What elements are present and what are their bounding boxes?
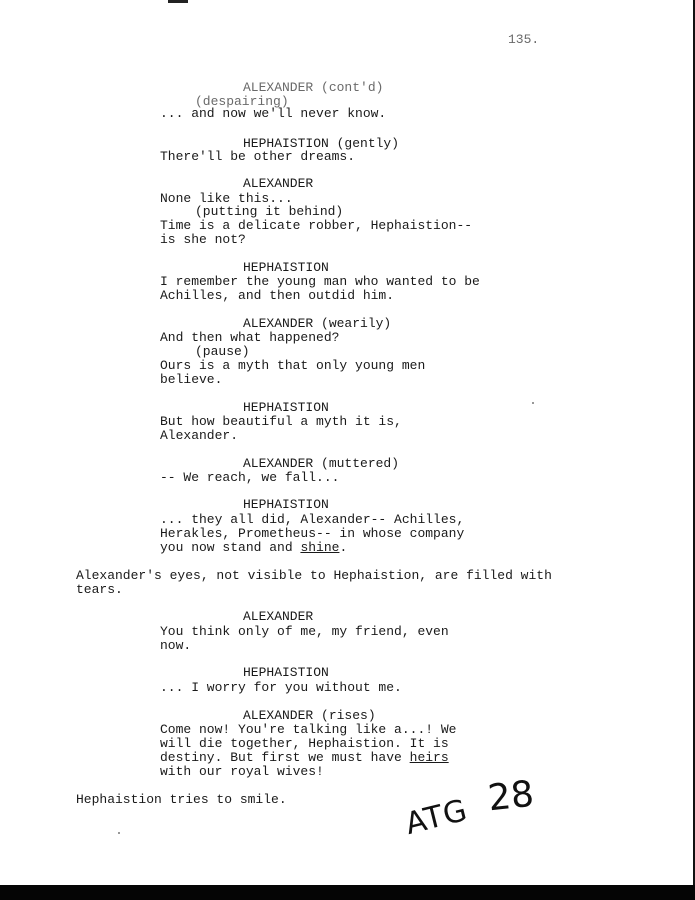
dialogue-line: ... and now we'll never know. — [160, 106, 387, 121]
page-number: 135. — [508, 32, 540, 47]
dialogue-line: I remember the young man who wanted to be — [160, 274, 480, 289]
dialogue-line: is she not? — [160, 232, 246, 247]
scan-mark — [168, 0, 188, 3]
dialogue-text: destiny. But first we must have — [160, 750, 410, 765]
dialogue-line: believe. — [160, 372, 223, 387]
handwritten-initials: ATG — [402, 792, 472, 842]
character-cue: HEPHAISTION (gently) — [243, 136, 400, 151]
character-cue: HEPHAISTION — [243, 260, 329, 275]
underlined-word: shine — [300, 540, 340, 555]
character-cue: ALEXANDER — [243, 609, 314, 624]
dialogue-line: -- We reach, we fall... — [160, 470, 340, 485]
scan-bottom-band — [0, 885, 695, 900]
scan-speck — [532, 402, 534, 404]
parenthetical: (despairing) — [195, 94, 289, 109]
action-line: Hephaistion tries to smile. — [76, 792, 287, 807]
dialogue-line: now. — [160, 638, 192, 653]
dialogue-line: You think only of me, my friend, even — [160, 624, 449, 639]
character-cue: ALEXANDER (muttered) — [243, 456, 400, 471]
character-cue: ALEXANDER (rises) — [243, 708, 376, 723]
character-cue: HEPHAISTION — [243, 400, 329, 415]
dialogue-line: And then what happened? — [160, 330, 340, 345]
action-line: Alexander's eyes, not visible to Hephaistion, are filled with — [76, 568, 552, 583]
scan-speck — [118, 832, 120, 834]
dialogue-line: But how beautiful a myth it is, — [160, 414, 402, 429]
parenthetical: (putting it behind) — [195, 204, 344, 219]
parenthetical: (pause) — [195, 344, 250, 359]
dialogue-line: Time is a delicate robber, Hephaistion-- — [160, 218, 473, 233]
character-cue: HEPHAISTION — [243, 665, 329, 680]
dialogue-text: you now stand and — [160, 540, 301, 555]
character-cue: ALEXANDER (wearily) — [243, 316, 392, 331]
handwritten-number: 28 — [485, 773, 536, 820]
action-line: tears. — [76, 582, 123, 597]
dialogue-line: None like this... — [160, 191, 293, 206]
dialogue-line: Achilles, and then outdid him. — [160, 288, 395, 303]
character-cue: ALEXANDER — [243, 176, 314, 191]
dialogue-punctuation: . — [339, 540, 348, 555]
character-cue: HEPHAISTION — [243, 497, 329, 512]
dialogue-line: There'll be other dreams. — [160, 149, 356, 164]
dialogue-line — [160, 751, 449, 765]
dialogue-line: with our royal wives! — [160, 764, 324, 779]
dialogue-line — [160, 541, 347, 555]
dialogue-line: ... I worry for you without me. — [160, 680, 402, 695]
dialogue-line: Herakles, Prometheus-- in whose company — [160, 526, 465, 541]
dialogue-line: will die together, Hephaistion. It is — [160, 736, 449, 751]
dialogue-line: Alexander. — [160, 428, 239, 443]
underlined-word: heirs — [409, 750, 449, 765]
dialogue-line: Ours is a myth that only young men — [160, 358, 426, 373]
character-cue: ALEXANDER (cont'd) — [243, 80, 384, 95]
dialogue-line: Come now! You're talking like a...! We — [160, 722, 457, 737]
dialogue-line: ... they all did, Alexander-- Achilles, — [160, 512, 465, 527]
